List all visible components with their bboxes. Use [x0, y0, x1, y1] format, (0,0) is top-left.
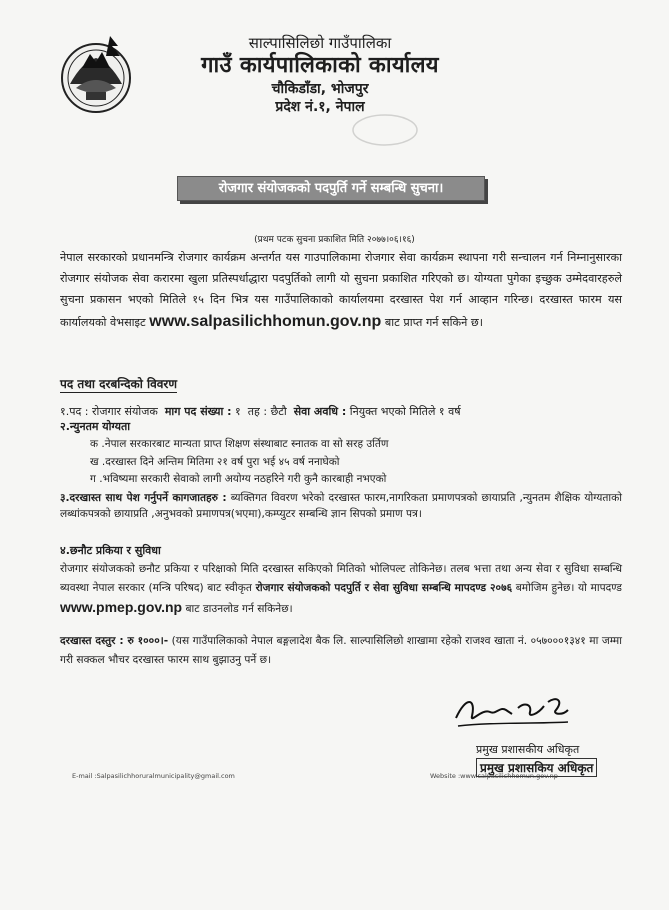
level-value: छैटौ [270, 405, 287, 418]
fee-label: दरखास्त दस्तुर : रु १०००।- [60, 635, 169, 647]
publication-date: (प्रथम पटक सुचना प्रकाशित मिति २०७७।०६।१६) [254, 235, 415, 245]
handwritten-signature [452, 688, 572, 732]
selection-standard: रोजगार संयोजकको पदपुर्ति र सेवा सुविधा सम्बन्धि मापदण्ड २०७६ [255, 582, 513, 594]
selection-text-2: बमोजिम हुनेछ। यो मापदण्ड [515, 582, 622, 594]
documents-heading: ३.दरखास्त साथ पेश गर्नुपर्ने कागजातहरु : [60, 492, 227, 504]
documents-section [60, 490, 622, 522]
footer-email: E-mail :Salpasilichhoruralmunicipality@gmail.com [72, 772, 235, 780]
selection-heading [60, 544, 161, 558]
demand-label: माग पद संख्या : [164, 405, 232, 418]
intro-paragraph [60, 247, 622, 333]
qualification-item: ग .भविष्यमा सरकारी सेवाको लागी अयोग्य नठहरिने गरी कुनै कारबाही नभएको [90, 473, 387, 485]
letterhead [190, 34, 450, 116]
intro-website-link[interactable]: www.salpasilichhomun.gov.np [149, 312, 382, 330]
selection-section [60, 560, 622, 619]
qualification-item: ख .दरखास्त दिने अन्तिम मितिमा २१ वर्ष पुरा भई ४५ वर्ष ननाघेको [90, 456, 340, 468]
pmep-website-link[interactable]: www.pmep.gov.np [60, 599, 183, 615]
selection-text: रोजगार संयोजकको छनौट प्रकिया र परिक्षाको मिति दरखास्त सकिएको मितिको भोलिपल्ट तोकिनेछ। तलब भत्ता तथा अन्य सेवा र सुविधा सम्बन्धि ब्यवस्था नेपाल सरकार (मन्त्रि परिषद) बाट स्वीकृत [60, 563, 622, 594]
qualification-item: क .नेपाल सरकारबाट मान्यता प्राप्त शिक्षण संस्थाबाट स्नातक वा सो सरह उर्तिण [90, 438, 389, 450]
notice-title: रोजगार संयोजकको पदपुर्ति गर्ने सम्बन्धि सुचना। [177, 176, 485, 201]
level-label: तह : [247, 405, 268, 418]
intro-after-text: बाट प्राप्त गर्न सकिने छ। [384, 315, 483, 329]
faint-stamp-mark [350, 112, 420, 148]
documents-text: ब्यक्तिगत विवरण भरेको दरखास्त फारम,नागरिकता प्रमाणपत्रको छायाप्रति ,न्युनतम शैक्षिक योग्यताको लब्धांकपत्रको छायाप्रति ,अनुभवको प्रमाणपत्र(भएमा),कम्प्युटर सम्बन्धि ज्ञान सिपको प्रमाण पत्र। [60, 492, 622, 520]
nepal-emblem-logo [60, 32, 132, 120]
selection-after-text: बाट डाउनलोड गर्न सकिनेछ। [185, 603, 293, 615]
fee-text: (यस गाउँपालिकाको नेपाल बङ्गलादेश बैक लि. साल्पासिलिछो शाखामा रहेको राजश्व खाता नं. ०५७०००१३४१ मा जम्मा गरी सक्कल भौचर दरखास्त फारम साथ बुझाउनु पर्ने छ। [60, 635, 622, 666]
post-label: १.पद : रोजगार संयोजक [60, 405, 158, 418]
demand-value: १ [235, 405, 241, 418]
section-heading: पद तथा दरबन्दिको विवरण [60, 377, 178, 391]
office-name: गाउँ कार्यपालिकाको कार्यालय [201, 53, 439, 78]
footer-website: Website :www.salpasilichhomun.gov.np [430, 772, 558, 780]
province-country: प्रदेश नं.१, नेपाल [275, 99, 365, 115]
post-details [60, 405, 461, 419]
duration-value: नियुक्त भएको मितिले १ वर्ष [349, 405, 461, 418]
selection-heading-text: ४.छनौट प्रकिया र सुविधा [60, 544, 161, 557]
qualification-heading [60, 420, 130, 434]
signatory-title: प्रमुख प्रशासकीय अधिकृत [476, 743, 580, 756]
intro-text: नेपाल सरकारको प्रधानमन्त्रि रोजगार कार्यक्रम अन्तर्गत यस गाउपालिकामा रोजगार सेवा कार्यक्रम स्थापना गरी सन्चालन गर्न निम्नानुसारका रोजगार संयोजक सेवा करारमा खुला प्रतिस्पर्धाद्धारा पदपुर्तिको लागी यो सुचना प्रकाशित गरिएको छ। योग्यता पुगेका इच्छुक उम्मेदवारहरुले सुचना प्रकासन भएको मितिले १५ दिन भित्र यस गाउँपालिकाको कार्यालयमा दरखास्त पेश गर्न आव्हान गरिन्छ। दरखास्त फारम यस कार्यालयको वेभसाइट [60, 251, 622, 329]
fee-section [60, 632, 622, 670]
office-address: चौकिडाँडा, भोजपुर [271, 81, 369, 97]
municipality-name: साल्पासिलिछो गाउँपालिका [248, 34, 392, 52]
duration-label: सेवा अवधि : [293, 405, 347, 418]
official-stamp: प्रमुख प्रशासकिय अधिकृत [476, 758, 597, 777]
qualification-heading-text: २.न्युनतम योग्यता [60, 420, 131, 433]
